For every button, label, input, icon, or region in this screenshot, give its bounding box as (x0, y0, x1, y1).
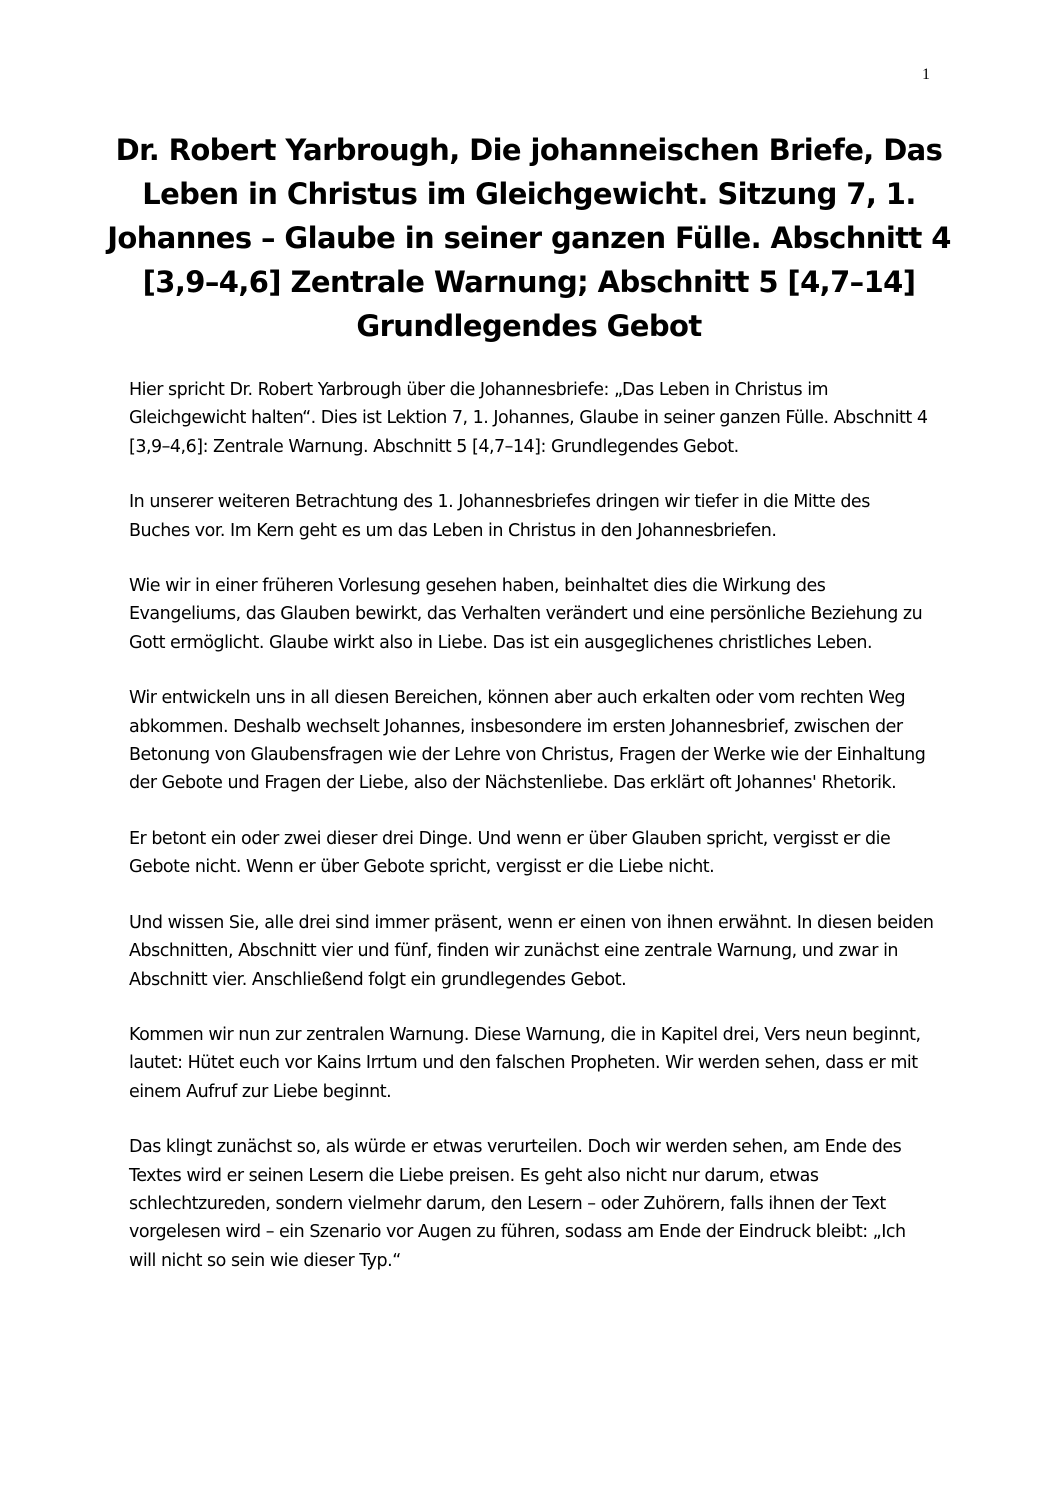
paragraph: Und wissen Sie, alle drei sind immer präsent, wenn er einen von ihnen erwähnt. In diesen beiden Abschnitten, Abschnitt vier und fünf, finden wir zunächst eine zentrale Warnung, und zwar in Abschnitt vier. Anschließend folgt ein grundlegendes Gebot. (129, 912, 934, 990)
page-number: 1 (922, 66, 930, 83)
document-title: Dr. Robert Yarbrough, Die johanneischen Briefe, Das Leben in Christus im Gleichgewicht. Sitzung 7, 1. Johannes – Glaube in seiner ganzen Fülle. Abschnitt 4 [3,9–4,6] Zentrale Warnung; Abschnitt 5 [4,7–14] Grundlegendes Gebot (107, 133, 951, 343)
paragraph: Kommen wir nun zur zentralen Warnung. Diese Warnung, die in Kapitel drei, Vers neun beginnt, lautet: Hütet euch vor Kains Irrtum und den falschen Propheten. Wir werden sehen, dass er mit einem Aufruf zur Liebe beginnt. (129, 1024, 921, 1102)
paragraph: Das klingt zunächst so, als würde er etwas verurteilen. Doch wir werden sehen, am Ende des Textes wird er seinen Lesern die Liebe preisen. Es geht also nicht nur darum, etwas schlechtzureden, sondern vielmehr darum, den Lesern – oder Zuhörern, falls ihnen der Text vorgelesen wird – ein Szenario vor Augen zu führen, sodass am Ende der Eindruck bleibt: „Ich will nicht so sein wie dieser Typ.“ (129, 1137, 906, 1271)
body-text (129, 376, 934, 1302)
paragraph: Hier spricht Dr. Robert Yarbrough über die Johannesbriefe: „Das Leben in Christus im Gleichgewicht halten“. Dies ist Lektion 7, 1. Johannes, Glaube in seiner ganzen Fülle. Abschnitt 4 [3,9–4,6]: Zentrale Warnung. Abschnitt 5 [4,7–14]: Grundlegendes Gebot. (129, 380, 928, 457)
paragraph: Er betont ein oder zwei dieser drei Dinge. Und wenn er über Glauben spricht, vergisst er die Gebote nicht. Wenn er über Gebote spricht, vergisst er die Liebe nicht. (129, 828, 891, 878)
paragraph: In unserer weiteren Betrachtung des 1. Johannesbriefes dringen wir tiefer in die Mitte des Buches vor. Im Kern geht es um das Leben in Christus in den Johannesbriefen. (129, 492, 870, 541)
paragraph: Wir entwickeln uns in all diesen Bereichen, können aber auch erkalten oder vom rechten Weg abkommen. Deshalb wechselt Johannes, insbesondere im ersten Johannesbrief, zwischen der Betonung von Glaubensfragen wie der Lehre von Christus, Fragen der Werke wie der Einhaltung der Gebote und Fragen der Liebe, also der Nächstenliebe. Das erklärt oft Johannes' Rhetorik. (129, 688, 926, 794)
paragraph: Wie wir in einer früheren Vorlesung gesehen haben, beinhaltet dies die Wirkung des Evangeliums, das Glauben bewirkt, das Verhalten verändert und eine persönliche Beziehung zu Gott ermöglicht. Glaube wirkt also in Liebe. Das ist ein ausgeglichenes christliches Leben. (129, 576, 923, 653)
